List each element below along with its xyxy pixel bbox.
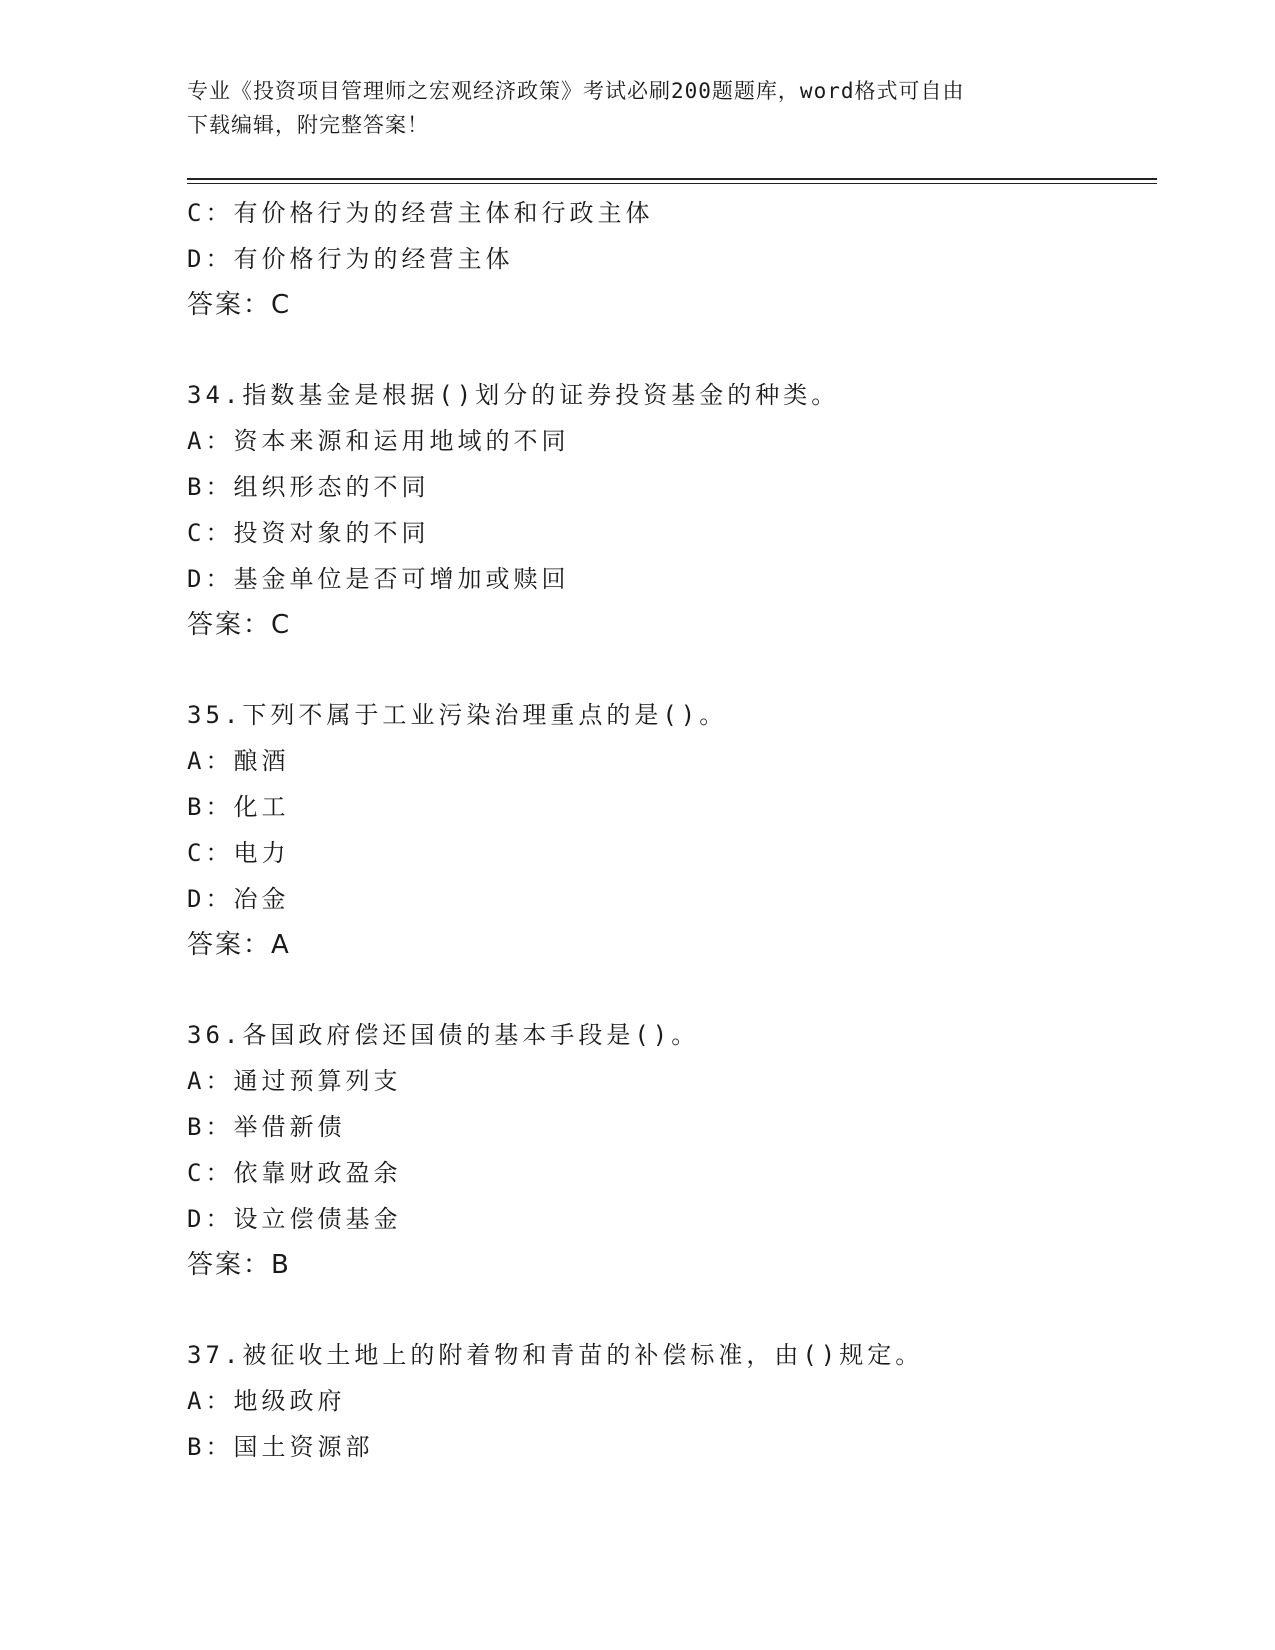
question-block [187, 1332, 1157, 1470]
question-block [187, 692, 1157, 968]
question-list [187, 190, 1157, 1470]
option-b: B：组织形态的不同 [187, 473, 430, 501]
question-block [187, 1012, 1157, 1288]
header-divider-thin [187, 183, 1157, 184]
answer-line: 答案：B [187, 1250, 291, 1280]
option-a: A：资本来源和运用地域的不同 [187, 427, 570, 455]
option-d: D：基金单位是否可增加或赎回 [187, 565, 570, 593]
question-block [187, 372, 1157, 648]
option-a: A：地级政府 [187, 1387, 346, 1415]
block-spacer [187, 648, 1157, 692]
header-line-2: 下载编辑，附完整答案！ [187, 113, 429, 137]
option-d: D：设立偿债基金 [187, 1205, 402, 1233]
option-a: A：通过预算列支 [187, 1067, 402, 1095]
option-b: B：举借新债 [187, 1113, 346, 1141]
answer-line: 答案：C [187, 290, 292, 320]
option-c: C：电力 [187, 839, 290, 867]
question-text: 34.指数基金是根据()划分的证券投资基金的种类。 [187, 381, 840, 409]
header-divider-thick [187, 178, 1157, 180]
option-c: C：有价格行为的经营主体和行政主体 [187, 199, 654, 227]
answer-line: 答案：C [187, 610, 292, 640]
option-c: C：投资对象的不同 [187, 519, 430, 547]
option-a: A：酿酒 [187, 747, 290, 775]
question-text: 37.被征收土地上的附着物和青苗的补偿标准，由()规定。 [187, 1341, 924, 1369]
option-d: D：冶金 [187, 885, 290, 913]
question-text: 35.下列不属于工业污染治理重点的是()。 [187, 701, 728, 729]
option-d: D：有价格行为的经营主体 [187, 245, 514, 273]
block-spacer [187, 968, 1157, 1012]
document-header [187, 74, 1087, 142]
question-block-continued [187, 190, 1157, 328]
option-b: B：化工 [187, 793, 290, 821]
header-line-1: 专业《投资项目管理师之宏观经济政策》考试必刷200题题库，word格式可自由 [187, 79, 965, 103]
answer-line: 答案：A [187, 930, 291, 960]
option-b: B：国土资源部 [187, 1433, 374, 1461]
block-spacer [187, 328, 1157, 372]
question-text: 36.各国政府偿还国债的基本手段是()。 [187, 1021, 700, 1049]
block-spacer [187, 1288, 1157, 1332]
option-c: C：依靠财政盈余 [187, 1159, 402, 1187]
